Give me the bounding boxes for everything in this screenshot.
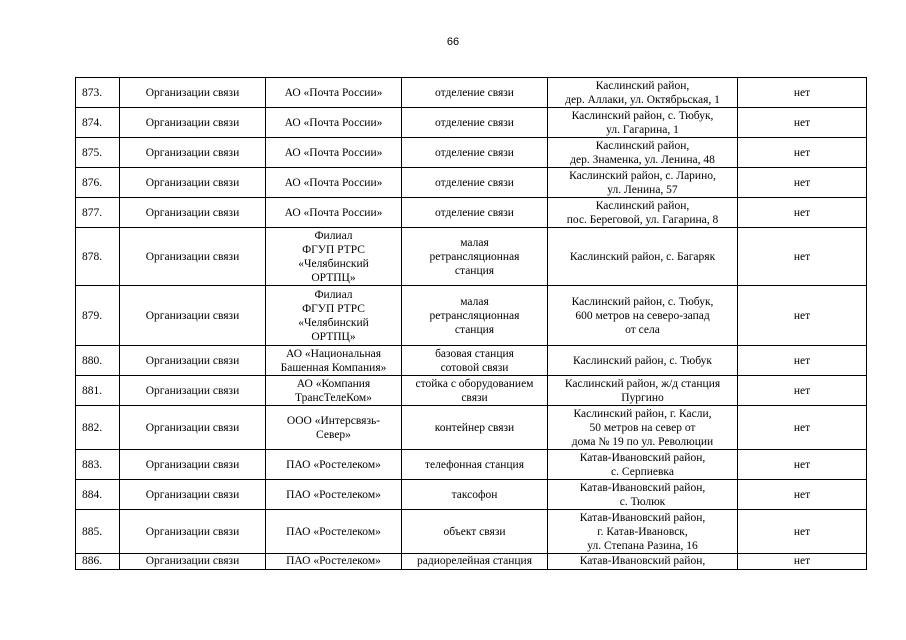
organization-cell-line: Башенная Компания» — [280, 361, 387, 374]
address-cell-line: ул. Ленина, 57 — [607, 183, 678, 196]
organization-cell-line: Север» — [316, 428, 351, 441]
address-cell-line: ул. Степана Разина, 16 — [587, 539, 698, 552]
organization-cell-line: АО «Компания — [296, 377, 371, 390]
object-type-cell — [402, 346, 548, 376]
organization-cell-line: ФГУП РТРС — [302, 243, 365, 256]
object-type-cell-line: сотовой связи — [440, 361, 509, 374]
category-cell: Организации связи — [120, 228, 266, 286]
row-number-cell: 875. — [76, 138, 120, 168]
object-type-cell-line: отделение связи — [435, 116, 514, 129]
category-cell: Организации связи — [120, 376, 266, 406]
object-type-cell — [402, 198, 548, 228]
category-cell: Организации связи — [120, 346, 266, 376]
organization-cell — [266, 198, 402, 228]
category-cell: Организации связи — [120, 198, 266, 228]
status-cell: нет — [738, 168, 867, 198]
organization-cell-line: ПАО «Ростелеком» — [286, 458, 381, 471]
address-cell-line: Катав-Ивановский район, — [579, 511, 706, 524]
address-cell-line: г. Катав-Ивановск, — [597, 525, 688, 538]
organization-cell — [266, 450, 402, 480]
row-number-cell: 879. — [76, 286, 120, 346]
organization-cell-line: «Челябинский — [298, 257, 369, 270]
status-cell: нет — [738, 228, 867, 286]
organization-cell — [266, 406, 402, 450]
category-cell: Организации связи — [120, 406, 266, 450]
object-type-cell-line: малая — [460, 295, 489, 308]
registry-table — [75, 77, 867, 570]
organization-cell-line: ОРТПЦ» — [311, 330, 356, 343]
object-type-cell-line: телефонная станция — [424, 458, 525, 471]
address-cell-line: Каслинский район, с. Ларино, — [569, 169, 716, 182]
address-cell — [548, 78, 738, 108]
object-type-cell-line: станция — [454, 264, 495, 277]
organization-cell-line: АО «Почта России» — [284, 116, 383, 129]
row-number-cell: 874. — [76, 108, 120, 138]
organization-cell — [266, 168, 402, 198]
table-row — [76, 346, 867, 376]
address-cell-line: Каслинский район, с. Тюбук, — [571, 295, 714, 308]
address-cell-line: Каслинский район, с. Багаряк — [569, 250, 716, 263]
object-type-cell-line: отделение связи — [435, 206, 514, 219]
address-cell-line: Пургино — [621, 391, 664, 404]
object-type-cell — [402, 286, 548, 346]
object-type-cell-line: ретрансляционная — [429, 309, 520, 322]
address-cell — [548, 554, 738, 570]
object-type-cell-line: стойка с оборудованием — [415, 377, 534, 390]
table-row — [76, 78, 867, 108]
row-number-cell: 886. — [76, 554, 120, 570]
row-number-cell: 885. — [76, 510, 120, 554]
table-body — [76, 78, 867, 570]
address-cell-line: дер. Знаменка, ул. Ленина, 48 — [570, 153, 715, 166]
address-cell — [548, 198, 738, 228]
address-cell-line: Каслинский район, ж/д станция — [564, 377, 721, 390]
organization-cell-line: Филиал — [314, 229, 353, 242]
address-cell-line: дер. Аллаки, ул. Октябрьская, 1 — [565, 93, 720, 106]
address-cell — [548, 480, 738, 510]
table-row — [76, 228, 867, 286]
organization-cell-line: «Челябинский — [298, 316, 369, 329]
status-cell: нет — [738, 450, 867, 480]
organization-cell — [266, 228, 402, 286]
object-type-cell-line: отделение связи — [435, 86, 514, 99]
page-number: 66 — [446, 36, 460, 48]
address-cell-line: Каслинский район, с. Тюбук, — [571, 109, 714, 122]
organization-cell-line: АО «Почта России» — [284, 86, 383, 99]
organization-cell — [266, 510, 402, 554]
address-cell-line: 50 метров на север от — [589, 421, 696, 434]
table-row — [76, 406, 867, 450]
table-row — [76, 510, 867, 554]
table-row — [76, 450, 867, 480]
row-number-cell: 873. — [76, 78, 120, 108]
address-cell-line: Катав-Ивановский район, — [579, 451, 706, 464]
organization-cell-line: АО «Почта России» — [284, 176, 383, 189]
address-cell-line: дома № 19 по ул. Революции — [571, 435, 714, 448]
organization-cell-line: АО «Национальная — [285, 347, 382, 360]
object-type-cell-line: отделение связи — [435, 146, 514, 159]
status-cell: нет — [738, 554, 867, 570]
organization-cell-line: ПАО «Ростелеком» — [286, 525, 381, 538]
status-cell: нет — [738, 510, 867, 554]
address-cell — [548, 510, 738, 554]
object-type-cell-line: отделение связи — [435, 176, 514, 189]
address-cell-line: Каслинский район, — [595, 199, 690, 212]
object-type-cell — [402, 138, 548, 168]
table-row — [76, 138, 867, 168]
object-type-cell-line: таксофон — [451, 488, 498, 501]
table-row — [76, 108, 867, 138]
object-type-cell — [402, 228, 548, 286]
object-type-cell-line: объект связи — [443, 525, 506, 538]
organization-cell-line: АО «Почта России» — [284, 146, 383, 159]
row-number-cell: 878. — [76, 228, 120, 286]
status-cell: нет — [738, 406, 867, 450]
row-number-cell: 876. — [76, 168, 120, 198]
address-cell — [548, 406, 738, 450]
organization-cell-line: ООО «Интерсвязь- — [286, 414, 381, 427]
address-cell — [548, 346, 738, 376]
address-cell-line: пос. Береговой, ул. Гагарина, 8 — [566, 213, 719, 226]
address-cell-line: Каслинский район, г. Касли, — [573, 407, 712, 420]
address-cell-line: Каслинский район, с. Тюбук — [573, 354, 712, 367]
organization-cell — [266, 108, 402, 138]
status-cell: нет — [738, 286, 867, 346]
address-cell — [548, 108, 738, 138]
object-type-cell — [402, 510, 548, 554]
address-cell-line: Каслинский район, — [595, 79, 690, 92]
organization-cell-line: ТрансТелеКом» — [295, 391, 372, 404]
object-type-cell — [402, 108, 548, 138]
object-type-cell-line: связи — [461, 391, 488, 404]
organization-cell-line: ПАО «Ростелеком» — [286, 555, 381, 567]
address-cell-line: Катав-Ивановский район, — [579, 481, 706, 494]
row-number-cell: 884. — [76, 480, 120, 510]
table-row — [76, 168, 867, 198]
organization-cell-line: ОРТПЦ» — [311, 271, 356, 284]
object-type-cell — [402, 450, 548, 480]
organization-cell-line: ПАО «Ростелеком» — [286, 488, 381, 501]
organization-cell — [266, 346, 402, 376]
organization-cell — [266, 480, 402, 510]
organization-cell — [266, 138, 402, 168]
row-number-cell: 880. — [76, 346, 120, 376]
status-cell: нет — [738, 108, 867, 138]
status-cell: нет — [738, 138, 867, 168]
address-cell-line: Каслинский район, — [595, 139, 690, 152]
category-cell: Организации связи — [120, 450, 266, 480]
status-cell: нет — [738, 198, 867, 228]
row-number-cell: 883. — [76, 450, 120, 480]
row-number-cell: 877. — [76, 198, 120, 228]
address-cell — [548, 286, 738, 346]
organization-cell — [266, 78, 402, 108]
object-type-cell — [402, 168, 548, 198]
organization-cell-line: ФГУП РТРС — [302, 302, 365, 315]
row-number-cell: 881. — [76, 376, 120, 406]
address-cell-line: с. Тюлюк — [619, 495, 666, 508]
organization-cell-line: АО «Почта России» — [284, 206, 383, 219]
table-row — [76, 198, 867, 228]
object-type-cell-line: контейнер связи — [434, 421, 515, 434]
status-cell: нет — [738, 480, 867, 510]
category-cell: Организации связи — [120, 78, 266, 108]
status-cell: нет — [738, 376, 867, 406]
row-number-cell: 882. — [76, 406, 120, 450]
object-type-cell — [402, 78, 548, 108]
table-row — [76, 376, 867, 406]
object-type-cell — [402, 376, 548, 406]
table-row — [76, 554, 867, 570]
organization-cell — [266, 554, 402, 570]
address-cell-line: 600 метров на северо-запад — [575, 309, 710, 322]
address-cell-line: с. Серпиевка — [611, 465, 674, 478]
object-type-cell-line: станция — [454, 323, 495, 336]
object-type-cell — [402, 480, 548, 510]
object-type-cell-line: малая — [460, 236, 489, 249]
address-cell-line: от села — [625, 323, 660, 336]
category-cell: Организации связи — [120, 108, 266, 138]
object-type-cell — [402, 406, 548, 450]
status-cell: нет — [738, 78, 867, 108]
address-cell — [548, 138, 738, 168]
organization-cell — [266, 376, 402, 406]
category-cell: Организации связи — [120, 480, 266, 510]
address-cell-line: ул. Гагарина, 1 — [606, 123, 679, 136]
address-cell — [548, 450, 738, 480]
object-type-cell-line: радиорелейная станция — [416, 555, 532, 567]
address-cell — [548, 168, 738, 198]
category-cell: Организации связи — [120, 286, 266, 346]
address-cell-line: Катав-Ивановский район, — [579, 555, 706, 567]
table-row — [76, 480, 867, 510]
object-type-cell-line: ретрансляционная — [429, 250, 520, 263]
status-cell: нет — [738, 346, 867, 376]
category-cell: Организации связи — [120, 138, 266, 168]
address-cell — [548, 228, 738, 286]
organization-cell-line: Филиал — [314, 288, 353, 301]
object-type-cell-line: базовая станция — [435, 347, 514, 360]
category-cell: Организации связи — [120, 168, 266, 198]
category-cell: Организации связи — [120, 510, 266, 554]
table-row — [76, 286, 867, 346]
organization-cell — [266, 286, 402, 346]
category-cell: Организации связи — [120, 554, 266, 570]
object-type-cell — [402, 554, 548, 570]
address-cell — [548, 376, 738, 406]
